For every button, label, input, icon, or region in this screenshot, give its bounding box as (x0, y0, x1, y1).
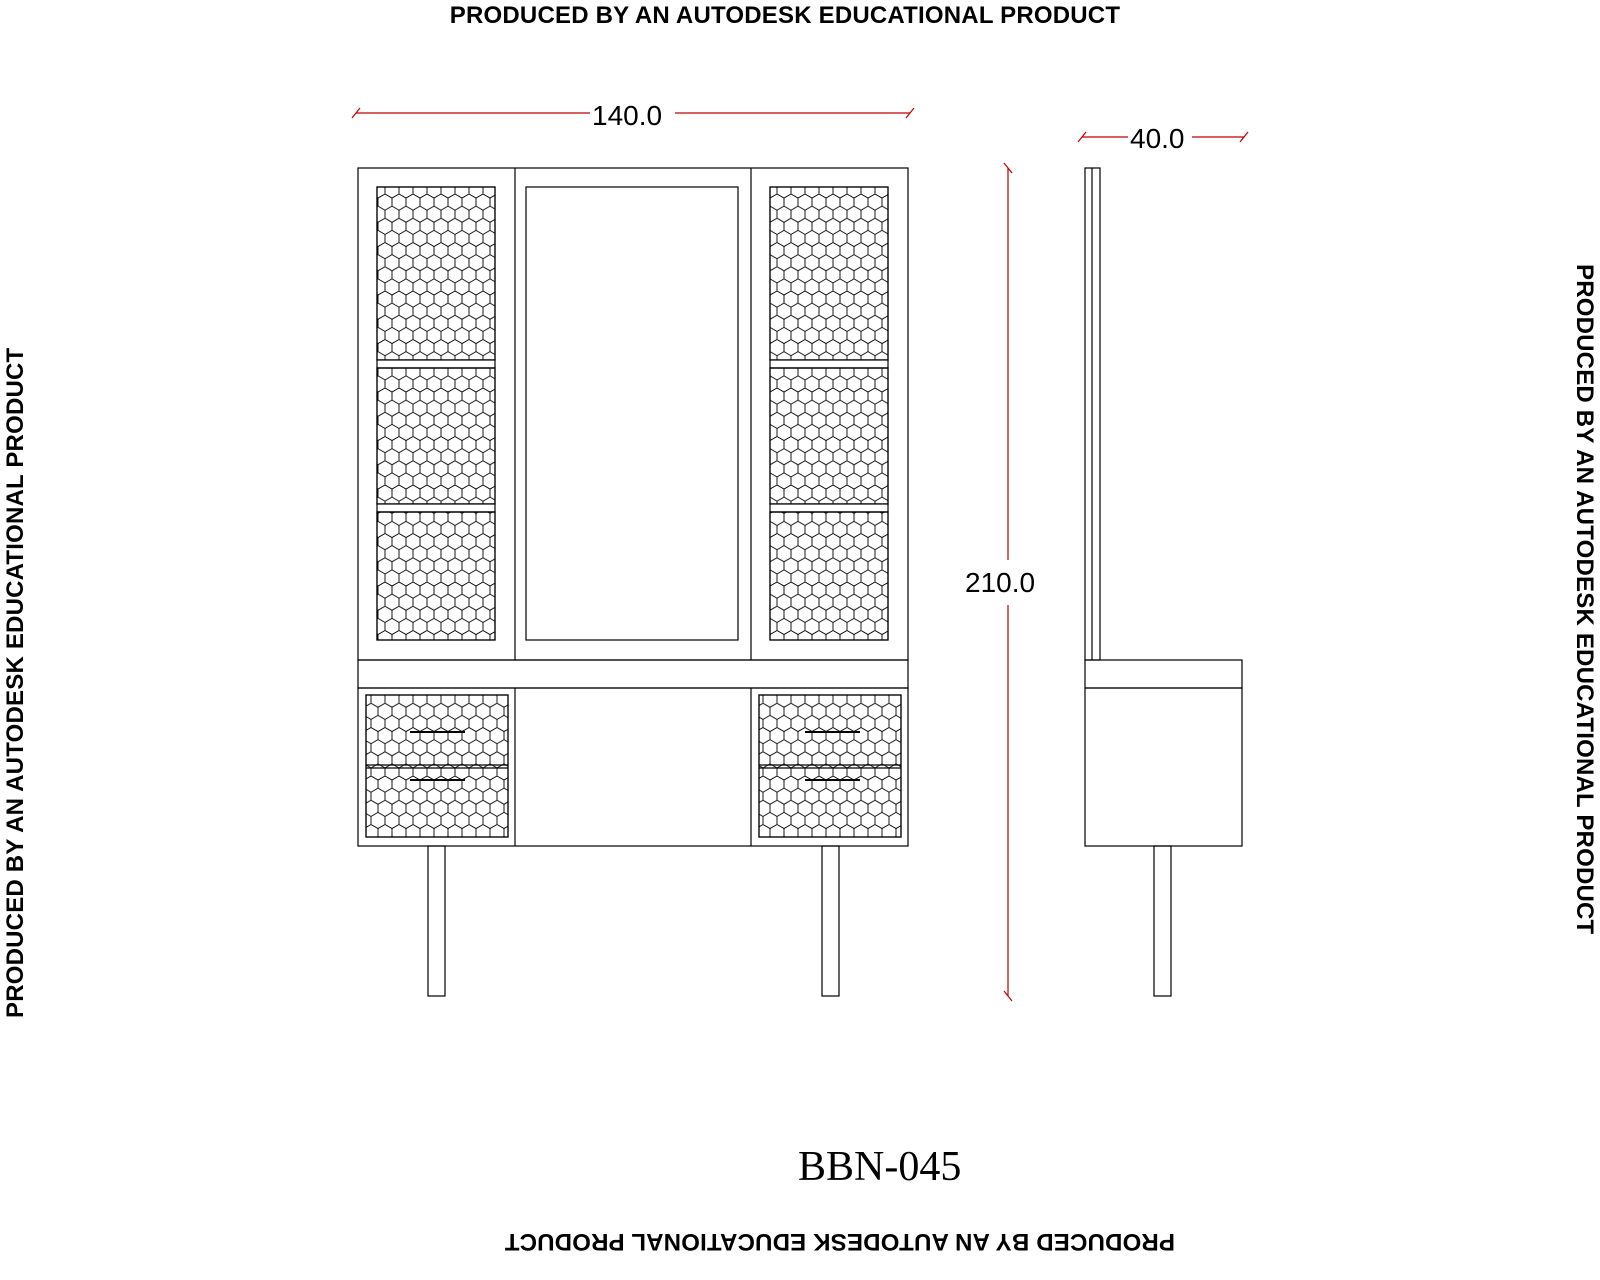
side-leg (1154, 846, 1171, 996)
watermark-top: PRODUCED BY AN AUTODESK EDUCATIONAL PRODUCT (449, 2, 1121, 29)
left-mesh-panels (377, 187, 495, 640)
side-elevation (1085, 168, 1242, 996)
front-left-leg (428, 846, 445, 996)
width-dimension-label: 140.0 (592, 100, 663, 131)
front-elevation (358, 168, 908, 996)
watermark-right: PRODUCED BY AN AUTODESK EDUCATIONAL PRODUCT (1571, 264, 1598, 935)
counter-top (358, 660, 908, 688)
side-counter-top (1085, 660, 1242, 688)
mirror-panel (526, 187, 738, 640)
right-mesh-panels (770, 187, 888, 640)
front-right-leg (822, 846, 839, 996)
watermark-bottom-text: PRODUCED BY AN AUTODESK EDUCATIONAL PRODUCT (504, 1228, 1175, 1255)
height-dimension-label: 210.0 (965, 567, 1036, 598)
depth-dimension-label: 40.0 (1130, 123, 1185, 154)
side-base-cabinet (1085, 688, 1242, 846)
watermark-left: PRODUCED BY AN AUTODESK EDUCATIONAL PRODUCT (2, 347, 29, 1018)
left-drawers (366, 695, 508, 837)
product-code: BBN-045 (798, 1144, 962, 1190)
right-drawers (759, 695, 901, 837)
